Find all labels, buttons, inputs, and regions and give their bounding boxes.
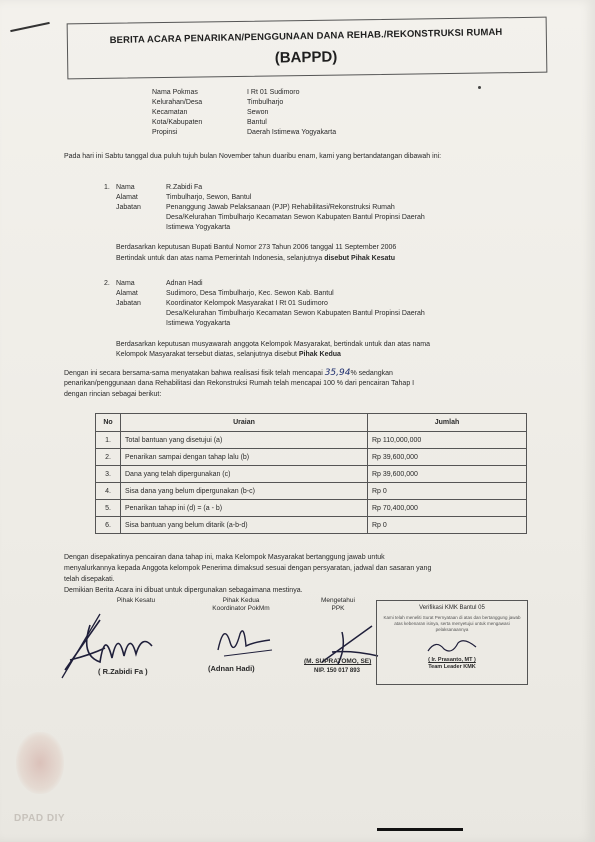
info-value: I Rt 01 Sudimoro [247, 89, 300, 96]
cell-desc: Dana yang telah dipergunakan (c) [121, 466, 368, 483]
closing-line-2: menyalurkannya kepada Anggota kelompok Penerima dimaksud sesuai dengan persyaratan, jadwal dan sasaran yang [64, 565, 432, 572]
info-label: Kota/Kabupaten [152, 119, 203, 126]
party-one-acting [116, 254, 536, 264]
table-row [96, 432, 527, 449]
party-label: Nama [116, 280, 135, 287]
cell-no: 1. [96, 432, 121, 449]
party-label: Jabatan [116, 204, 141, 211]
closing-line-1: Dengan disepakatinya pencairan dana tahap ini, maka Kelompok Masyarakat bertanggung jawab untuk [64, 554, 385, 561]
ink-dot [478, 86, 481, 89]
party-value: R.Zabidi Fa [166, 184, 203, 191]
acting-text: Kelompok Masyarakat tersebut diatas, selanjutnya disebut [116, 351, 297, 358]
party-number: 1. [104, 184, 110, 191]
pokmas-info [152, 88, 336, 138]
signatory-name-pihak2: (Adnan Hadi) [208, 664, 255, 673]
acting-text: Bertindak untuk dan atas nama Pemerintah Indonesia, selanjutnya [116, 255, 323, 262]
info-row [152, 98, 336, 108]
info-label: Propinsi [152, 129, 178, 136]
verification-box [376, 600, 528, 685]
corner-mark [10, 22, 50, 32]
cell-no: 3. [96, 466, 121, 483]
party-value-cont: Istimewa Yogyakarta [166, 320, 231, 327]
acting-bold: Pihak Kedua [298, 351, 341, 358]
party-number: 2. [104, 280, 110, 287]
acting-bold: disebut Pihak Kesatu [324, 255, 395, 262]
party-row [104, 319, 506, 329]
cell-amount: Rp 39,600,000 [368, 466, 527, 483]
party-two-acting [116, 350, 536, 360]
cell-amount: Rp 0 [368, 483, 527, 500]
party-row [104, 279, 506, 289]
info-label: Kecamatan [152, 109, 188, 116]
cell-desc: Penarikan tahap ini (d) = (a - b) [121, 500, 368, 517]
signature-block-pihak2 [196, 597, 286, 613]
cell-no: 2. [96, 449, 121, 466]
verification-note: Kami telah meneliti Surat Pernyataan di atas dan bertanggung jawab atas kebenaran isinya, serta menyetujui untuk mengawasi pelaksanaannya [383, 615, 521, 632]
signatory-nip-ppk: NIP. 150 017 893 [314, 668, 360, 674]
info-value: Daerah Istimewa Yogyakarta [247, 129, 337, 136]
info-row [152, 118, 336, 128]
party-row [104, 183, 506, 193]
closing-line-3: telah disepakati. [64, 576, 115, 583]
cell-desc: Penarikan sampai dengan tahap lalu (b) [121, 449, 368, 466]
agreement-line-1 [64, 368, 534, 379]
agreement-text: Dengan ini secara bersama-sama menyatakan bahwa realisasi fisik telah mencapai [64, 370, 323, 377]
party-two-basis: Berdasarkan keputusan musyawarah anggota Kelompok Masyarakat, bertindak untuk dan atas nama [116, 341, 431, 348]
cell-no: 6. [96, 517, 121, 534]
party-two [104, 279, 506, 329]
party-value: Sudimoro, Desa Timbulharjo, Kec. Sewon Kab. Bantul [166, 290, 334, 297]
signatory-name-pihak1: ( R.Zabidi Fa ) [98, 667, 148, 676]
party-value: Adnan Hadi [166, 280, 203, 287]
intro-paragraph: Pada hari ini Sabtu tanggal dua puluh tujuh bulan November tahun duaribu enam, kami yang bertandatangan dibawah ini: [64, 153, 442, 160]
party-row [104, 213, 506, 223]
funds-table [95, 413, 527, 534]
cell-desc: Sisa dana yang belum dipergunakan (b-c) [121, 483, 368, 500]
party-value: Koordinator Kelompok Masyarakat I Rt 01 Sudimoro [166, 300, 328, 307]
party-row [104, 309, 506, 319]
col-header-uraian: Uraian [121, 414, 368, 432]
cell-desc: Sisa bantuan yang belum ditarik (a-b-d) [121, 517, 368, 534]
document-code: (BAPPD) [274, 48, 338, 67]
signature-block-ppk [298, 597, 378, 613]
agreement-line-2: penarikan/penggunaan dana Rehabilitasi dan Rekonstruksi Rumah telah mencapai 100 % dari pencairan Tahap I [64, 380, 415, 387]
party-row [104, 299, 506, 309]
col-header-jumlah: Jumlah [368, 414, 527, 432]
agreement-text: % sedangkan [350, 370, 393, 377]
party-row [104, 203, 506, 213]
party-one-basis: Berdasarkan keputusan Bupati Bantul Nomor 273 Tahun 2006 tanggal 11 September 2006 [116, 244, 397, 251]
handwritten-percentage: 35,94 [324, 368, 351, 378]
party-label: Alamat [116, 290, 138, 297]
party-one [104, 183, 506, 233]
table-row [96, 517, 527, 534]
signature-subtitle: Koordinator PokMm [212, 605, 270, 612]
table-row [96, 483, 527, 500]
verification-role: Team Leader KMK [428, 664, 476, 670]
signature-title: Mengetahui [321, 597, 355, 604]
party-label: Nama [116, 184, 135, 191]
party-value-cont: Istimewa Yogyakarta [166, 224, 231, 231]
signatory-name-ppk: (M. SUPRATOMO, SE) [304, 658, 372, 665]
info-value: Timbulharjo [247, 99, 284, 106]
cell-no: 5. [96, 500, 121, 517]
cell-amount: Rp 70,400,000 [368, 500, 527, 517]
official-seal [16, 732, 64, 794]
info-row [152, 128, 336, 138]
signature-subtitle: PPK [331, 605, 345, 612]
party-row [104, 193, 506, 203]
party-value: Timbulharjo, Sewon, Bantul [166, 194, 252, 201]
cell-amount: Rp 110,000,000 [368, 432, 527, 449]
table-row [96, 466, 527, 483]
signature-title: Pihak Kedua [222, 597, 260, 604]
verification-name: ( Ir. Prasanto, MT ) [428, 657, 476, 663]
cell-no: 4. [96, 483, 121, 500]
party-value-cont: Desa/Kelurahan Timbulharjo Kecamatan Sewon Kabupaten Bantul Propinsi Daerah [166, 214, 425, 221]
info-row [152, 108, 336, 118]
verification-title: Verifikasi KMK Bantul 05 [419, 605, 485, 611]
bottom-bar [377, 828, 463, 831]
verification-signature [422, 635, 482, 657]
table-header-row [96, 414, 527, 432]
col-header-no: No [96, 414, 121, 432]
info-label: Kelurahan/Desa [152, 99, 203, 106]
table-row [96, 449, 527, 466]
info-label: Nama Pokmas [152, 89, 198, 96]
agreement-line-3: dengan rincian sebagai berikut: [64, 391, 162, 398]
info-value: Bantul [247, 119, 267, 126]
cell-amount: Rp 0 [368, 517, 527, 534]
party-row [104, 289, 506, 299]
party-value-cont: Desa/Kelurahan Timbulharjo Kecamatan Sewon Kabupaten Bantul Propinsi Daerah [166, 310, 425, 317]
info-value: Sewon [247, 109, 269, 116]
party-row [104, 223, 506, 233]
closing-line-4: Demikian Berita Acara ini dibuat untuk dipergunakan sebagaimana mestinya. [64, 587, 303, 594]
document-title: BERITA ACARA PENARIKAN/PENGGUNAAN DANA REHAB./REKONSTRUKSI RUMAH [109, 26, 503, 47]
cell-amount: Rp 39,600,000 [368, 449, 527, 466]
info-row [152, 88, 336, 98]
watermark: DPAD DIY [14, 813, 66, 824]
cell-desc: Total bantuan yang disetujui (a) [121, 432, 368, 449]
party-label: Jabatan [116, 300, 141, 307]
signature-title-pihak1: Pihak Kesatu [116, 597, 156, 604]
party-label: Alamat [116, 194, 138, 201]
table-row [96, 500, 527, 517]
signature-scribble-pihak2 [210, 612, 280, 662]
party-value: Penanggung Jawab Pelaksanaan (PJP) Rehabilitasi/Rekonstruksi Rumah [166, 204, 395, 211]
